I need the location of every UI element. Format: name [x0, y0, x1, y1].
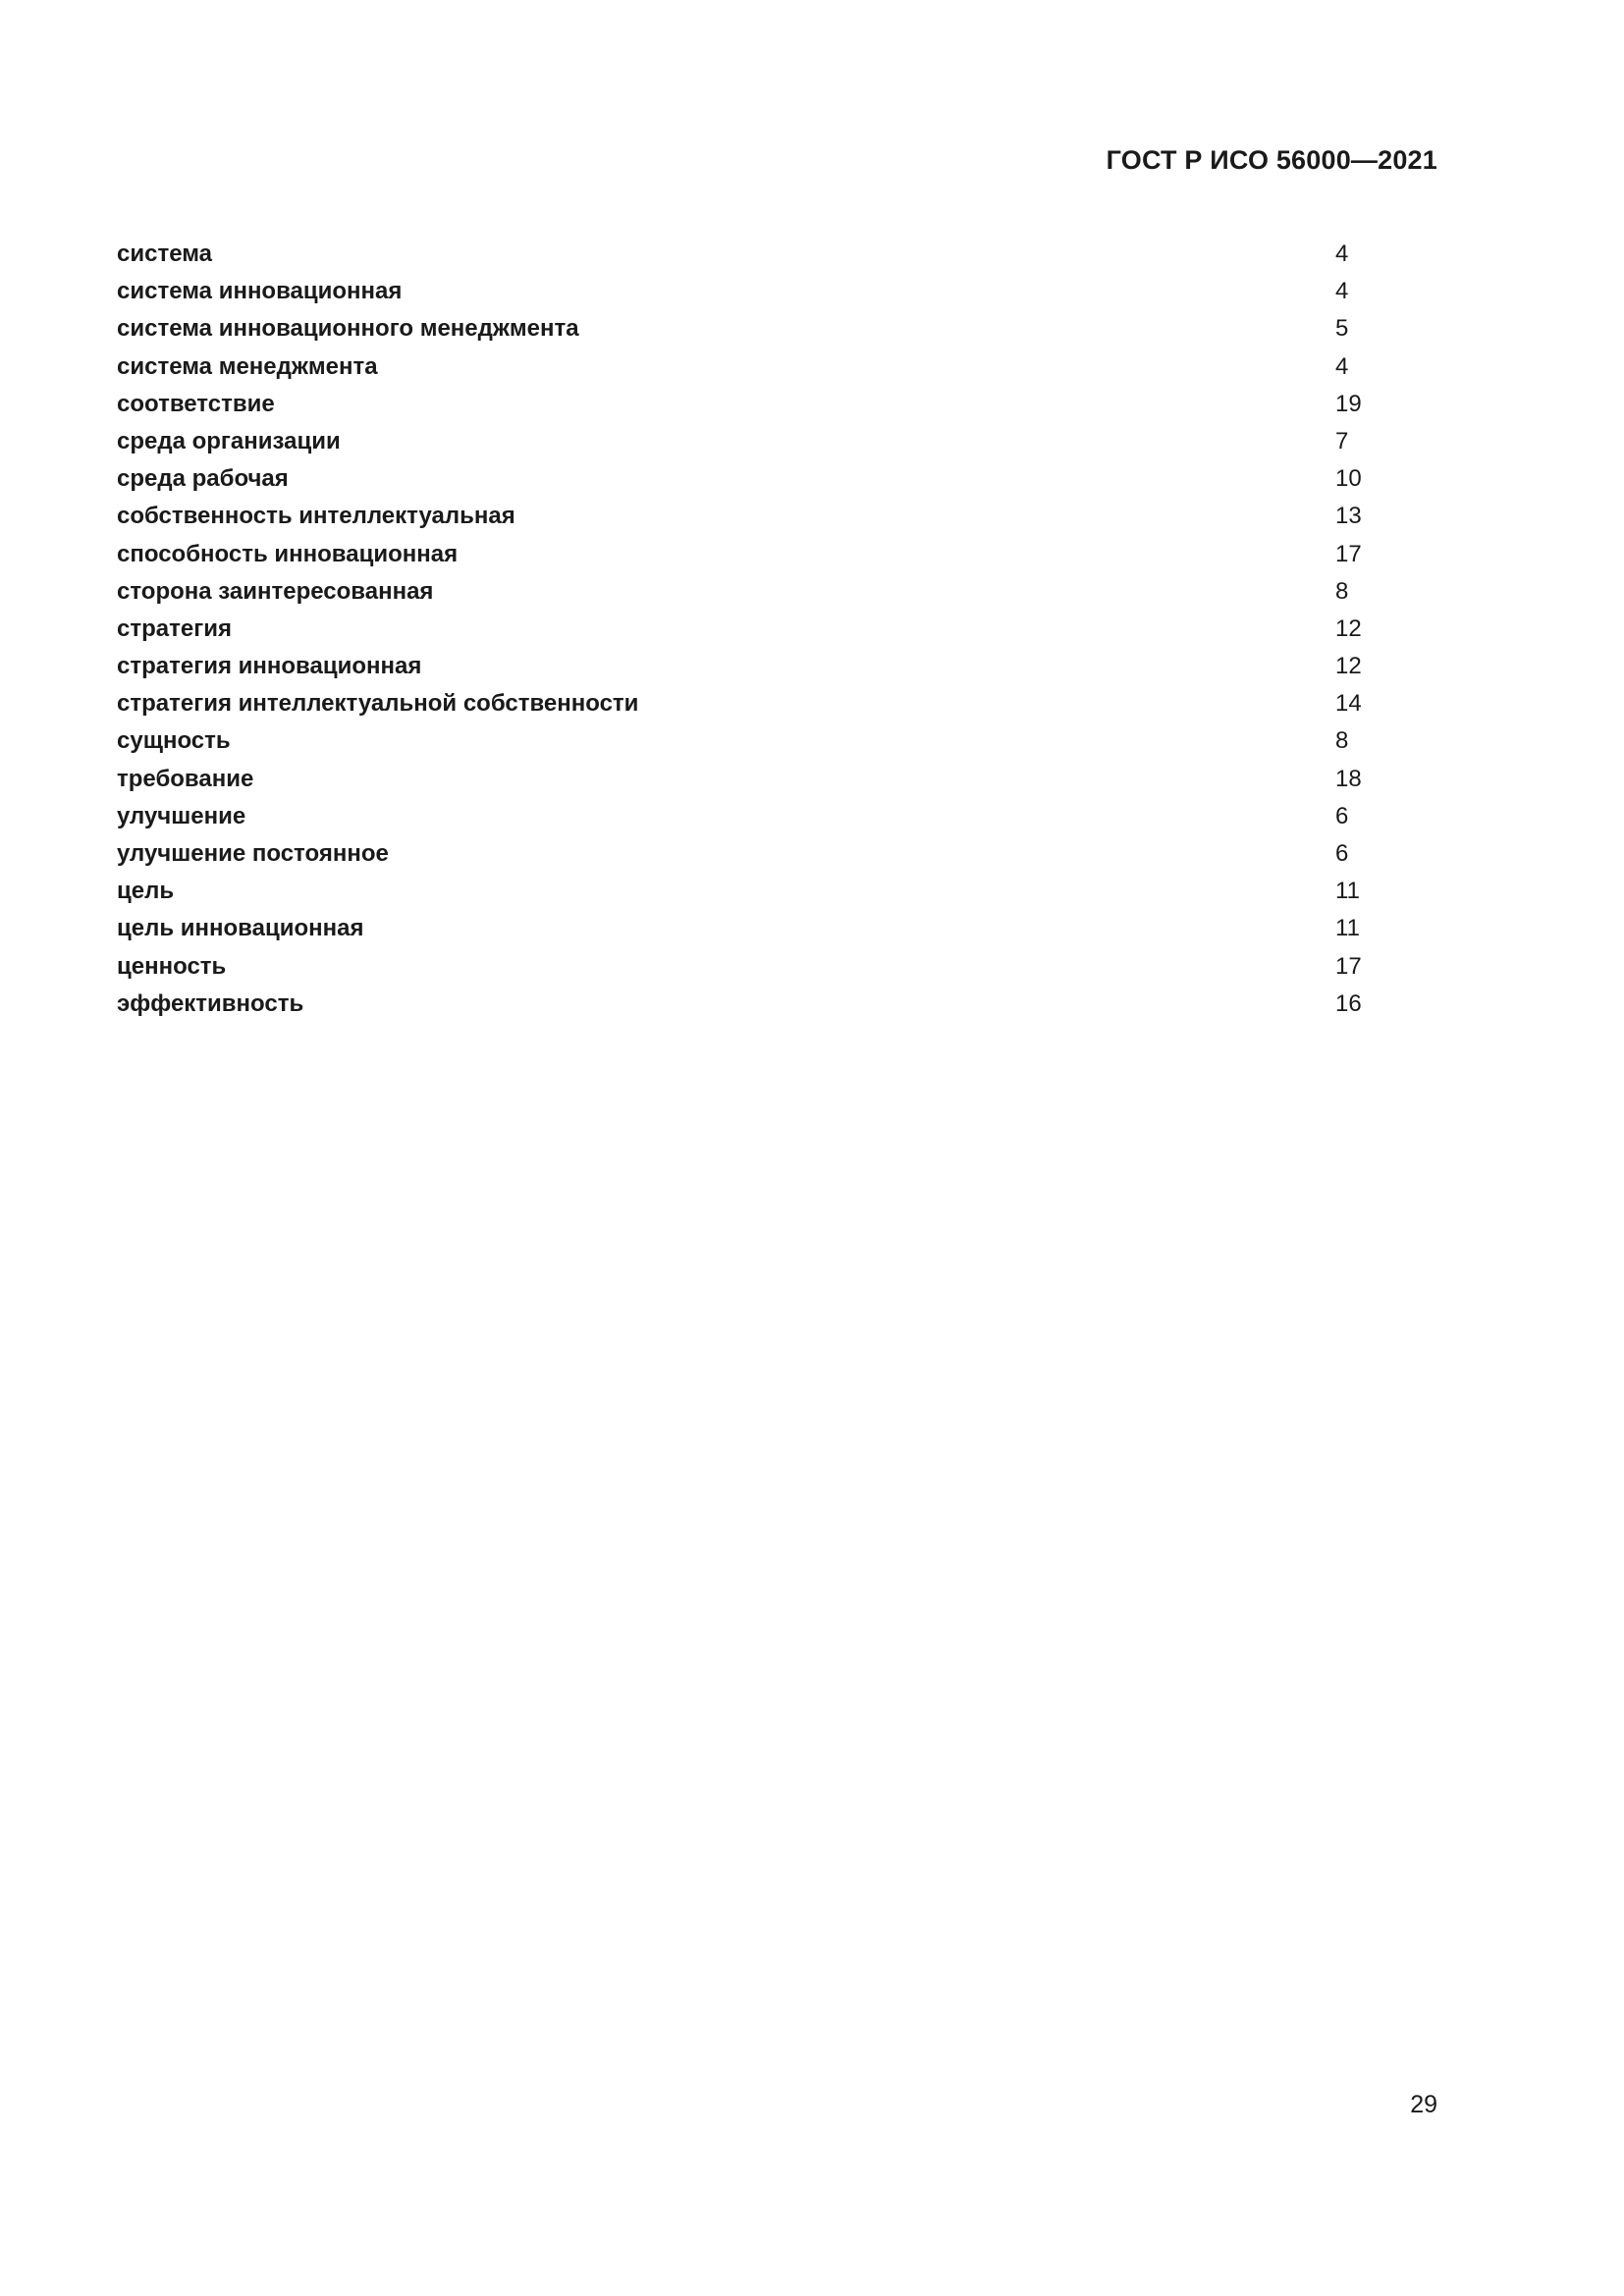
- index-entry: [117, 273, 1364, 310]
- index-term: среда рабочая: [117, 465, 289, 493]
- index-page-ref: 18: [1335, 765, 1362, 792]
- index-term: способность инновационная: [117, 540, 459, 567]
- index-entry: [117, 761, 1364, 798]
- index-entry: [117, 536, 1364, 573]
- index-entry: [117, 611, 1364, 648]
- index-page-ref: 8: [1335, 577, 1349, 605]
- index-page-ref: 6: [1335, 840, 1349, 867]
- index-page-ref: 16: [1335, 989, 1362, 1017]
- index-term: сторона заинтересованная: [117, 577, 434, 605]
- index-entry: [117, 873, 1364, 910]
- index-entry: [117, 986, 1364, 1023]
- index-entry: [117, 948, 1364, 986]
- index-page-ref: 14: [1335, 690, 1362, 718]
- index-page-ref: 11: [1335, 915, 1360, 942]
- index-term: улучшение: [117, 802, 246, 829]
- index-entry: [117, 498, 1364, 535]
- index-entry: [117, 310, 1364, 347]
- document-header: ГОСТ Р ИСО 56000—2021: [1106, 145, 1437, 175]
- index-entry: [117, 685, 1364, 722]
- index-term: система менеджмента: [117, 352, 378, 380]
- index-page-ref: 10: [1335, 465, 1362, 493]
- index-term: улучшение постоянное: [117, 840, 389, 867]
- index-entry: [117, 722, 1364, 760]
- index-page-ref: 4: [1335, 240, 1349, 267]
- index-page-ref: 8: [1335, 727, 1349, 755]
- index-term: стратегия инновационная: [117, 653, 422, 680]
- index-term: стратегия интеллектуальной собственности: [117, 690, 639, 718]
- index-page-ref: 5: [1335, 315, 1349, 343]
- index-entry: [117, 648, 1364, 685]
- index-term: сущность: [117, 727, 231, 755]
- index-term: эффективность: [117, 989, 304, 1017]
- index-term: собственность интеллектуальная: [117, 503, 515, 530]
- index-page-ref: 17: [1335, 952, 1362, 980]
- index-page-ref: 19: [1335, 390, 1362, 417]
- index-entry: [117, 835, 1364, 873]
- index-page-ref: 13: [1335, 503, 1362, 530]
- index-entry: [117, 348, 1364, 386]
- index-term: система инновационная: [117, 278, 403, 305]
- index-term: требование: [117, 765, 254, 792]
- index-page-ref: 11: [1335, 878, 1360, 905]
- index-term: стратегия: [117, 614, 232, 642]
- index-entry: [117, 236, 1364, 273]
- index-entry: [117, 386, 1364, 423]
- index-term: ценность: [117, 952, 227, 980]
- index-term: система: [117, 240, 213, 267]
- index-page-ref: 6: [1335, 802, 1349, 829]
- index-page-ref: 12: [1335, 614, 1362, 642]
- index-term: цель инновационная: [117, 915, 364, 942]
- page-number: 29: [1410, 2091, 1437, 2118]
- index-entry: [117, 573, 1364, 611]
- index-entry: [117, 460, 1364, 498]
- index-page-ref: 7: [1335, 427, 1349, 454]
- index-page-ref: 17: [1335, 540, 1362, 567]
- index-entry: [117, 910, 1364, 947]
- index-page-ref: 4: [1335, 352, 1349, 380]
- index-entry: [117, 423, 1364, 460]
- index-term: среда организации: [117, 427, 341, 454]
- index-term: цель: [117, 878, 175, 905]
- index-term: соответствие: [117, 390, 275, 417]
- index-term: система инновационного менеджмента: [117, 315, 579, 343]
- index-page-ref: 4: [1335, 278, 1349, 305]
- alphabetical-index: [117, 236, 1364, 1023]
- index-entry: [117, 798, 1364, 835]
- index-page-ref: 12: [1335, 653, 1362, 680]
